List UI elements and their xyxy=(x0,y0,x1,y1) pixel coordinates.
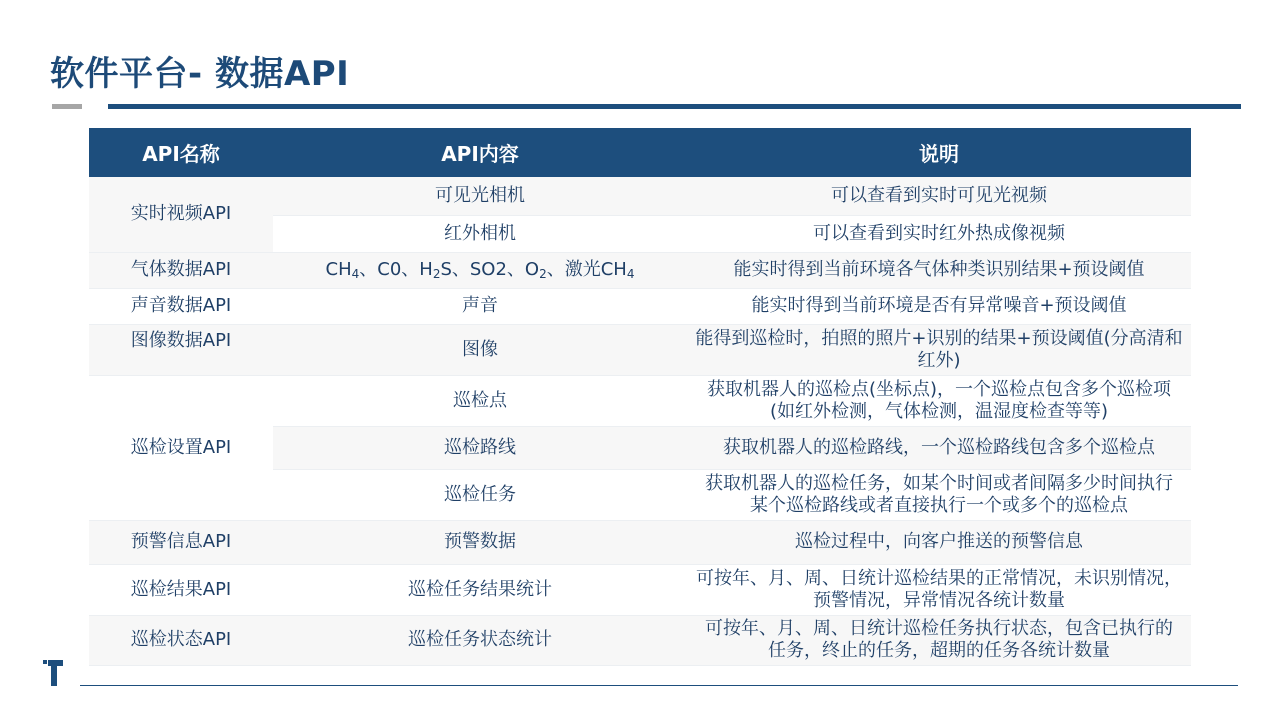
api-content-cell: 巡检路线 xyxy=(273,426,687,469)
description-cell xyxy=(687,324,1191,375)
gas-subscript: 4 xyxy=(351,267,360,281)
page-title: 软件平台- 数据API xyxy=(50,54,350,94)
api-content-cell: 巡检点 xyxy=(273,375,687,426)
description-cell xyxy=(687,469,1191,520)
table-row xyxy=(89,324,1191,375)
api-name-cell: 实时视频API xyxy=(89,177,273,252)
gas-text: S、SO2、O xyxy=(440,259,540,280)
footer-divider xyxy=(80,685,1238,686)
description-cell: 巡检过程中，向客户推送的预警信息 xyxy=(687,520,1191,564)
description-cell xyxy=(687,375,1191,426)
description-line: (如红外检测，气体检测，温湿度检查等等) xyxy=(769,400,1109,422)
api-content-cell: 可见光相机 xyxy=(273,177,687,215)
description-cell: 获取机器人的巡检路线，一个巡检路线包含多个巡检点 xyxy=(687,426,1191,469)
description-line: 可按年、月、周、日统计巡检结果的正常情况，未识别情况， xyxy=(696,567,1182,589)
title-accent-gray xyxy=(52,104,82,109)
description-cell xyxy=(687,615,1191,665)
api-name-cell: 气体数据API xyxy=(89,252,273,288)
table-row xyxy=(89,288,1191,324)
description-cell: 可以查看到实时红外热成像视频 xyxy=(687,215,1191,252)
gas-text: 、激光CH xyxy=(546,259,627,280)
api-table xyxy=(89,128,1191,666)
description-line: 预警情况，异常情况各统计数量 xyxy=(813,589,1065,611)
api-name-cell: 预警信息API xyxy=(89,520,273,564)
table-row xyxy=(89,177,1191,215)
description-cell xyxy=(687,564,1191,615)
api-content-cell xyxy=(273,252,687,288)
api-content-cell: 巡检任务结果统计 xyxy=(273,564,687,615)
description-line: 任务，终止的任务，超期的任务各统计数量 xyxy=(768,640,1110,661)
title-underline xyxy=(108,104,1241,109)
header-api-name: API名称 xyxy=(89,128,273,177)
api-content-cell: 声音 xyxy=(273,288,687,324)
description-line: 获取机器人的巡检任务，如某个时间或者间隔多少时间执行 xyxy=(705,472,1173,494)
description-line: 可按年、月、周、日统计巡检任务执行状态，包含已执行的 xyxy=(705,618,1173,639)
description-line: 获取机器人的巡检点(坐标点)，一个巡检点包含多个巡检项 xyxy=(706,378,1172,400)
gas-subscript: 2 xyxy=(539,267,547,281)
table-row xyxy=(89,520,1191,564)
api-content-cell: 图像 xyxy=(273,324,687,375)
api-name-cell: 声音数据API xyxy=(89,288,273,324)
header-api-content: API内容 xyxy=(273,128,687,177)
description-cell: 能实时得到当前环境各气体种类识别结果+预设阈值 xyxy=(687,252,1191,288)
api-content-cell: 红外相机 xyxy=(273,215,687,252)
table-row xyxy=(89,615,1191,665)
description-line: 某个巡检路线或者直接执行一个或多个的巡检点 xyxy=(750,494,1128,516)
api-content-cell: 预警数据 xyxy=(273,520,687,564)
api-name-cell: 巡检设置API xyxy=(89,375,273,520)
t-logo-icon xyxy=(43,660,63,686)
description-line: 能得到巡检时，拍照的照片+识别的结果+预设阈值(分高清和 xyxy=(695,327,1183,349)
gas-text: CH xyxy=(325,259,352,280)
table-row xyxy=(89,375,1191,426)
table-row xyxy=(89,564,1191,615)
description-cell: 能实时得到当前环境是否有异常噪音+预设阈值 xyxy=(687,288,1191,324)
description-line: 红外) xyxy=(917,349,961,371)
gas-subscript: 2 xyxy=(432,267,441,281)
api-name-cell: 图像数据API xyxy=(89,324,273,375)
api-name-cell: 巡检状态API xyxy=(89,615,273,665)
gas-text: 、C0、H xyxy=(359,259,433,280)
api-content-cell: 巡检任务 xyxy=(273,469,687,520)
gas-subscript: 4 xyxy=(626,267,635,281)
api-content-cell: 巡检任务状态统计 xyxy=(273,615,687,665)
header-description: 说明 xyxy=(687,128,1191,177)
table-row xyxy=(89,252,1191,288)
description-cell: 可以查看到实时可见光视频 xyxy=(687,177,1191,215)
api-name-cell: 巡检结果API xyxy=(89,564,273,615)
